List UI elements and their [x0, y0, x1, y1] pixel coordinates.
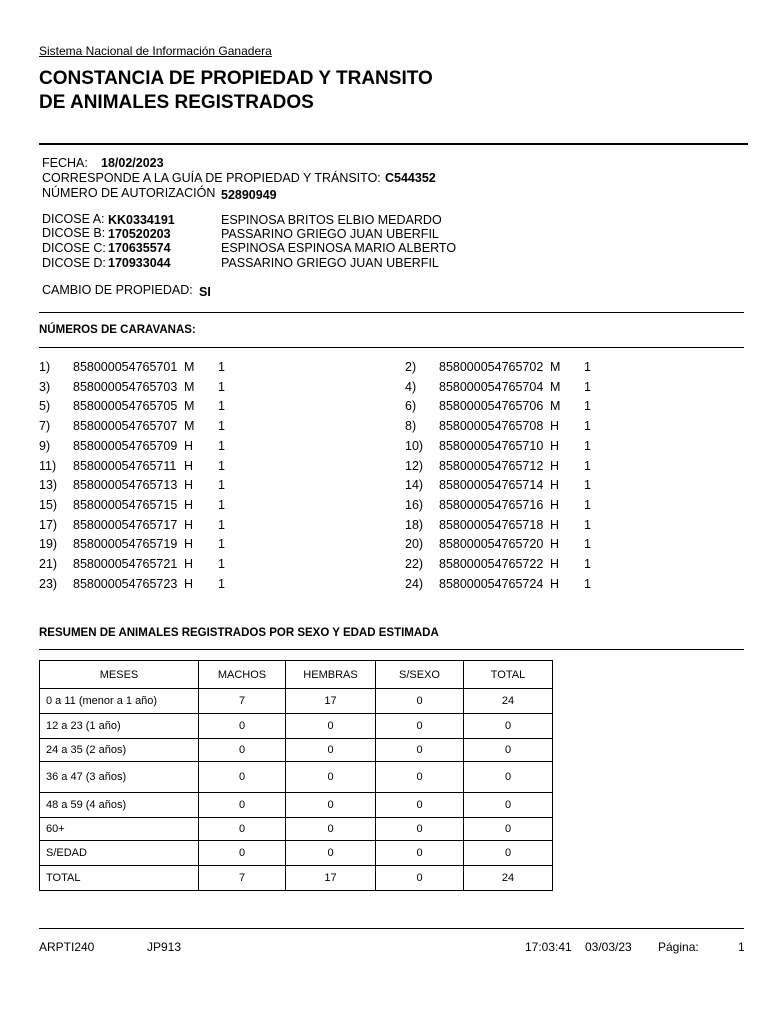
summary-header-row	[40, 661, 553, 689]
caravana-index: 23)	[39, 576, 58, 591]
summary-cell: 0	[286, 841, 376, 866]
caravana-item	[405, 380, 765, 398]
summary-cell: 17	[286, 689, 376, 714]
summary-row-label: 24 a 35 (2 años)	[40, 739, 199, 762]
summary-column-header: S/SEXO	[376, 661, 464, 689]
summary-row	[40, 818, 553, 841]
divider-top	[39, 143, 748, 145]
caravana-item	[39, 478, 399, 496]
summary-cell: 0	[376, 739, 464, 762]
caravana-item	[405, 478, 765, 496]
summary-cell: 0	[199, 793, 286, 818]
caravana-qty: 1	[218, 497, 225, 512]
caravana-item	[405, 360, 765, 378]
caravana-qty: 1	[218, 379, 225, 394]
caravana-id: 858000054765707	[73, 419, 178, 434]
dicose-c-name: ESPINOSA ESPINOSA MARIO ALBERTO	[221, 241, 457, 255]
caravana-qty: 1	[218, 419, 225, 434]
caravana-id: 858000054765715	[73, 497, 178, 512]
caravana-qty: 1	[584, 517, 591, 532]
caravana-item	[39, 459, 399, 477]
caravana-index: 5)	[39, 399, 51, 414]
guia-label: CORRESPONDE A LA GUÍA DE PROPIEDAD Y TRÁNSITO:	[42, 171, 381, 185]
summary-cell: 7	[199, 689, 286, 714]
caravana-qty: 1	[218, 537, 225, 552]
summary-cell: 0	[376, 689, 464, 714]
summary-cell: 0	[376, 793, 464, 818]
caravana-index: 11)	[39, 458, 57, 473]
summary-row	[40, 762, 553, 793]
summary-cell: 17	[286, 866, 376, 891]
caravana-sex: M	[550, 379, 561, 394]
caravana-item	[405, 537, 765, 555]
caravana-id: 858000054765706	[439, 399, 544, 414]
caravana-index: 9)	[39, 438, 51, 453]
caravana-sex: M	[550, 360, 561, 374]
caravana-sex: H	[550, 497, 560, 512]
summary-cell: 0	[286, 793, 376, 818]
caravana-item	[39, 360, 399, 378]
caravana-item	[405, 439, 765, 457]
summary-column-header: MACHOS	[199, 661, 286, 689]
summary-row-label: TOTAL	[40, 866, 199, 891]
dicose-d-code: 170933044	[108, 256, 171, 270]
caravana-index: 18)	[405, 517, 424, 532]
caravana-index: 7)	[39, 419, 51, 434]
caravana-index: 24)	[405, 576, 424, 591]
summary-cell: 0	[464, 714, 553, 739]
caravana-id: 858000054765709	[73, 438, 178, 453]
summary-cell: 0	[376, 762, 464, 793]
cambio-label: CAMBIO DE PROPIEDAD:	[42, 283, 193, 297]
caravana-item	[405, 399, 765, 417]
summary-row-label: 48 a 59 (4 años)	[40, 793, 199, 818]
caravana-sex: M	[184, 360, 195, 374]
caravana-sex: H	[550, 419, 560, 434]
dicose-c-code: 170635574	[108, 241, 171, 255]
summary-cell: 0	[286, 818, 376, 841]
summary-column-header: HEMBRAS	[286, 661, 376, 689]
caravana-index: 8)	[405, 419, 417, 434]
summary-table	[39, 660, 553, 891]
caravana-id: 858000054765720	[439, 537, 544, 552]
caravana-sex: H	[184, 576, 194, 591]
caravana-index: 19)	[39, 537, 58, 552]
caravana-qty: 1	[218, 458, 225, 473]
report-code: ARPTI240	[39, 940, 95, 954]
caravana-sex: H	[184, 517, 194, 532]
summary-row	[40, 841, 553, 866]
caravana-item	[405, 557, 765, 575]
summary-cell: 0	[464, 793, 553, 818]
caravana-id: 858000054765718	[439, 517, 544, 532]
caravana-index: 10)	[405, 438, 424, 453]
summary-cell: 0	[199, 841, 286, 866]
caravana-item	[39, 577, 399, 595]
caravana-item	[39, 380, 399, 398]
caravana-item	[39, 498, 399, 516]
dicose-a-code: KK0334191	[108, 213, 175, 227]
caravanas-heading: NÚMEROS DE CARAVANAS:	[39, 324, 196, 336]
caravana-index: 21)	[39, 557, 58, 571]
summary-row	[40, 739, 553, 762]
page-title	[39, 67, 433, 115]
divider-caravanas-bottom	[39, 347, 744, 348]
caravana-item	[39, 419, 399, 437]
dicose-a-label: DICOSE A:	[42, 212, 105, 226]
summary-heading: RESUMEN DE ANIMALES REGISTRADOS POR SEXO Y EDAD ESTIMADA	[39, 627, 439, 639]
dicose-b-code: 170520203	[108, 227, 171, 241]
summary-row-label: 12 a 23 (1 año)	[40, 714, 199, 739]
caravana-index: 6)	[405, 399, 417, 414]
caravana-index: 3)	[39, 379, 51, 394]
caravana-sex: H	[550, 557, 560, 571]
caravana-id: 858000054765711	[73, 458, 177, 473]
summary-cell: 0	[376, 714, 464, 739]
caravana-sex: H	[184, 438, 194, 453]
caravana-sex: H	[550, 517, 560, 532]
caravana-item	[405, 419, 765, 437]
print-time: 17:03:41	[525, 940, 572, 954]
dicose-b-name: PASSARINO GRIEGO JUAN UBERFIL	[221, 227, 439, 241]
caravana-qty: 1	[218, 399, 225, 414]
caravana-sex: H	[184, 497, 194, 512]
caravana-id: 858000054765701	[73, 360, 178, 374]
summary-row-label: 36 a 47 (3 años)	[40, 762, 199, 793]
caravana-index: 13)	[39, 478, 58, 493]
caravana-qty: 1	[584, 557, 591, 571]
caravana-sex: H	[184, 557, 194, 571]
summary-cell: 0	[464, 818, 553, 841]
caravana-qty: 1	[584, 576, 591, 591]
caravana-item	[39, 518, 399, 536]
divider-footer	[39, 928, 744, 929]
caravana-sex: H	[184, 478, 194, 493]
summary-row-label: 60+	[40, 818, 199, 841]
cambio-value: SI	[199, 285, 211, 299]
caravana-item	[39, 439, 399, 457]
caravana-id: 858000054765708	[439, 419, 544, 434]
caravana-sex: M	[184, 379, 195, 394]
summary-column-header: MESES	[40, 661, 199, 689]
guia-value: C544352	[385, 171, 436, 185]
caravana-item	[39, 399, 399, 417]
caravana-qty: 1	[218, 517, 225, 532]
caravana-sex: M	[184, 399, 195, 414]
title-line-2: DE ANIMALES REGISTRADOS	[39, 92, 314, 113]
caravana-index: 14)	[405, 478, 424, 493]
caravana-sex: H	[550, 576, 560, 591]
summary-cell: 0	[464, 841, 553, 866]
caravana-qty: 1	[584, 478, 591, 493]
summary-column-header: TOTAL	[464, 661, 553, 689]
caravana-item	[39, 557, 399, 575]
user-code: JP913	[147, 940, 182, 954]
system-name: Sistema Nacional de Información Ganadera	[39, 44, 272, 58]
caravana-qty: 1	[218, 360, 225, 374]
caravana-qty: 1	[218, 438, 225, 453]
summary-row-label: 0 a 11 (menor a 1 año)	[40, 689, 199, 714]
caravana-sex: H	[550, 537, 560, 552]
caravana-index: 22)	[405, 557, 424, 571]
caravana-id: 858000054765722	[439, 557, 544, 571]
dicose-a-name: ESPINOSA BRITOS ELBIO MEDARDO	[221, 213, 442, 227]
title-line-1: CONSTANCIA DE PROPIEDAD Y TRANSITO	[39, 68, 433, 89]
caravana-qty: 1	[584, 419, 591, 434]
fecha-value: 18/02/2023	[101, 156, 164, 170]
caravana-id: 858000054765703	[73, 379, 178, 394]
caravana-index: 20)	[405, 537, 424, 552]
summary-cell: 0	[286, 739, 376, 762]
summary-row	[40, 866, 553, 891]
caravana-qty: 1	[584, 458, 591, 473]
dicose-d-name: PASSARINO GRIEGO JUAN UBERFIL	[221, 256, 439, 270]
caravana-id: 858000054765719	[73, 537, 178, 552]
caravana-item	[405, 518, 765, 536]
caravana-index: 2)	[405, 360, 417, 374]
summary-cell: 0	[199, 714, 286, 739]
caravana-sex: M	[184, 419, 195, 434]
summary-cell: 0	[286, 762, 376, 793]
caravana-index: 17)	[39, 517, 58, 532]
summary-cell: 0	[376, 841, 464, 866]
caravana-index: 4)	[405, 379, 417, 394]
caravana-qty: 1	[584, 497, 591, 512]
summary-row-label: S/EDAD	[40, 841, 199, 866]
caravana-id: 858000054765716	[439, 497, 544, 512]
summary-cell: 24	[464, 866, 553, 891]
auth-value: 52890949	[221, 188, 277, 202]
caravana-index: 12)	[405, 458, 424, 473]
caravana-index: 15)	[39, 497, 58, 512]
caravana-sex: H	[550, 458, 560, 473]
caravana-qty: 1	[218, 478, 225, 493]
page-label: Página:	[658, 940, 699, 954]
summary-cell: 0	[199, 818, 286, 841]
print-date: 03/03/23	[585, 940, 632, 954]
summary-row	[40, 793, 553, 818]
summary-row	[40, 689, 553, 714]
caravana-item	[39, 537, 399, 555]
caravana-qty: 1	[584, 438, 591, 453]
summary-row	[40, 714, 553, 739]
caravana-id: 858000054765717	[73, 517, 178, 532]
caravana-index: 16)	[405, 497, 424, 512]
caravana-id: 858000054765713	[73, 478, 178, 493]
summary-cell: 0	[464, 762, 553, 793]
dicose-d-label: DICOSE D:	[42, 256, 106, 270]
caravana-qty: 1	[584, 379, 591, 394]
caravana-qty: 1	[584, 360, 591, 374]
summary-cell: 0	[199, 739, 286, 762]
caravana-qty: 1	[218, 576, 225, 591]
fecha-label: FECHA:	[42, 156, 88, 170]
caravana-qty: 1	[584, 537, 591, 552]
caravana-id: 858000054765712	[439, 458, 544, 473]
summary-cell: 0	[464, 739, 553, 762]
caravana-qty: 1	[584, 399, 591, 414]
summary-cell: 7	[199, 866, 286, 891]
caravana-id: 858000054765723	[73, 576, 178, 591]
caravana-id: 858000054765721	[73, 557, 178, 571]
auth-label: NÚMERO DE AUTORIZACIÓN	[42, 186, 216, 200]
caravana-sex: H	[550, 478, 560, 493]
dicose-b-label: DICOSE B:	[42, 226, 106, 240]
caravana-sex: H	[184, 458, 194, 473]
caravana-sex: H	[550, 438, 560, 453]
divider-caravanas-top	[39, 312, 744, 313]
summary-cell: 0	[199, 762, 286, 793]
caravana-index: 1)	[39, 360, 51, 374]
caravana-id: 858000054765714	[439, 478, 544, 493]
caravana-id: 858000054765710	[439, 438, 544, 453]
divider-summary	[39, 649, 744, 650]
caravana-item	[405, 577, 765, 595]
caravana-sex: M	[550, 399, 561, 414]
summary-cell: 0	[286, 714, 376, 739]
caravana-id: 858000054765724	[439, 576, 544, 591]
caravana-id: 858000054765702	[439, 360, 544, 374]
caravana-sex: H	[184, 537, 194, 552]
summary-cell: 24	[464, 689, 553, 714]
dicose-c-label: DICOSE C:	[42, 241, 106, 255]
caravana-item	[405, 459, 765, 477]
summary-cell: 0	[376, 866, 464, 891]
caravana-item	[405, 498, 765, 516]
caravana-id: 858000054765704	[439, 379, 544, 394]
caravana-qty: 1	[218, 557, 225, 571]
caravana-id: 858000054765705	[73, 399, 178, 414]
page-number: 1	[738, 940, 745, 954]
summary-cell: 0	[376, 818, 464, 841]
